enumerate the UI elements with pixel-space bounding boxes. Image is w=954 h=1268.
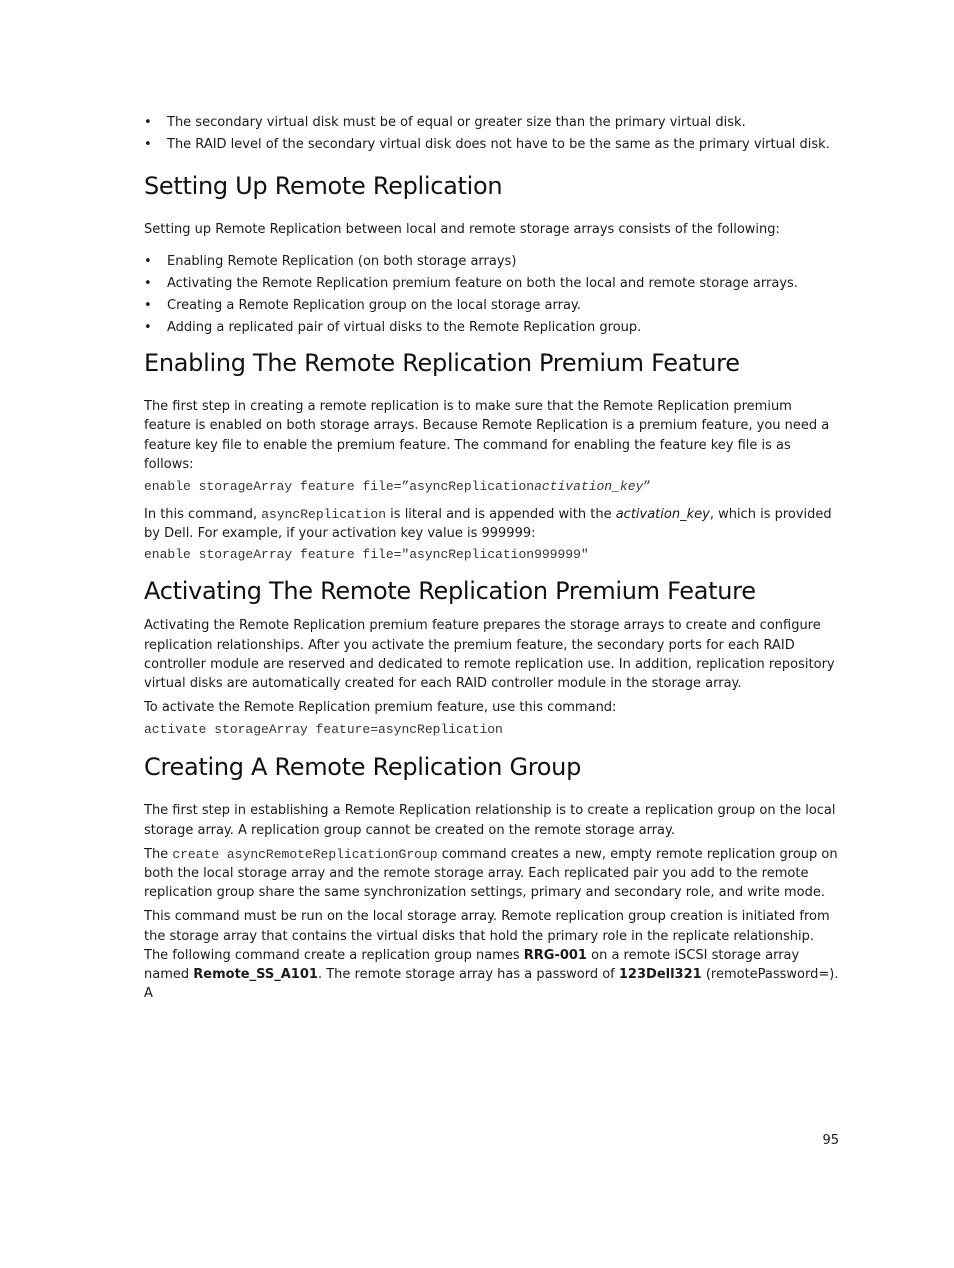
activating-paragraph-2: To activate the Remote Replication premium feature, use this command: [144, 700, 617, 716]
activating-paragraph-1: Activating the Remote Replication premium feature prepares the storage arrays to create and configure replication relationships. After you activate the premium feature, the secondary ports for each RAID controller module are reserved and dedicated to remote replication use. In addition, replication repository virtual disks are automatically created for each RAID controller module in the storage array. [144, 618, 835, 692]
creating-paragraph-3: This command must be run on the local storage array. Remote replication group creation is initiated from the storage array that contains the virtual disks that hold the primary role in the replicate relationship. The following command create a replication group names RRG-001 on a remote iSCSI storage array named Remote_SS_A101. The remote storage array has a password of 123Dell321 (remotePassword=). A [144, 909, 839, 1002]
enabling-paragraph-1: The first step in creating a remote replication is to make sure that the Remote Replication premium feature is enabled on both storage arrays. Because Remote Replication is a premium feature, you need a feature key file to enable the premium feature. The command for enabling the feature key file is as follows: [144, 399, 830, 472]
section-heading-activating: Activating The Remote Replication Premium Feature [144, 577, 756, 606]
setting-up-intro: Setting up Remote Replication between local and remote storage arrays consists of the following: [144, 222, 780, 237]
creating-paragraph-1: The first step in establishing a Remote Replication relationship is to create a replication group on the local storage array. A replication group cannot be created on the remote storage array. [144, 803, 836, 838]
document-page [144, 113, 840, 1003]
list-item: • Creating a Remote Replication group on the local storage array. [144, 296, 840, 315]
section-heading-creating: Creating A Remote Replication Group [144, 753, 582, 782]
activating-code: activate storageArray feature=asyncReplication [144, 722, 503, 738]
setting-up-bullet-list [144, 252, 840, 337]
section-heading-setting-up: Setting Up Remote Replication [144, 172, 503, 200]
enabling-code-1: enable storageArray feature file=”asyncReplicationactivation_key” [144, 479, 652, 495]
list-item: • The secondary virtual disk must be of equal or greater size than the primary virtual disk. [144, 113, 840, 132]
list-item: • Enabling Remote Replication (on both storage arrays) [144, 252, 840, 271]
page-number: 95 [822, 1133, 839, 1148]
creating-paragraph-2: The create asyncRemoteReplicationGroup command creates a new, empty remote replication group on both the local storage array and the remote storage array. Each replicated pair you add to the remote replication group share the same synchronization settings, primary and secondary role, and write mode. [144, 846, 838, 901]
enabling-code-2: enable storageArray feature file="asyncReplication999999" [144, 547, 589, 563]
list-item: • Adding a replicated pair of virtual disks to the Remote Replication group. [144, 318, 840, 337]
list-item: • The RAID level of the secondary virtual disk does not have to be the same as the primary virtual disk. [144, 135, 840, 154]
list-item: • Activating the Remote Replication premium feature on both the local and remote storage arrays. [144, 274, 840, 293]
enabling-paragraph-2: In this command, asyncReplication is literal and is appended with the activation_key, which is provided by Dell. For example, if your activation key value is 999999: [144, 507, 832, 542]
top-bullet-list [144, 113, 840, 154]
section-heading-enabling: Enabling The Remote Replication Premium Feature [144, 349, 740, 378]
